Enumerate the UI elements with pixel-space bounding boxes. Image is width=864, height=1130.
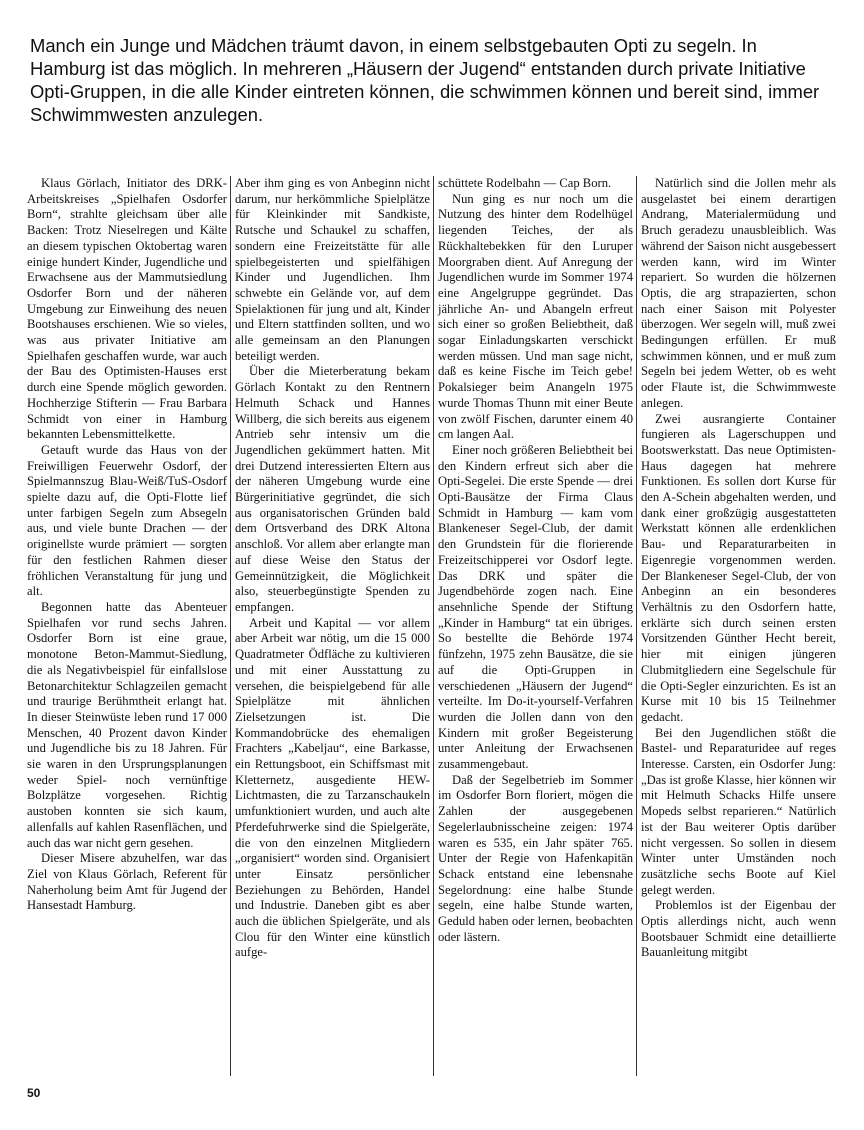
article-columns xyxy=(27,176,839,1076)
column-3 xyxy=(433,176,636,1076)
paragraph: Problemlos ist der Eigenbau der Optis allerdings nicht, auch wenn Bootsbauer Schmidt eine detaillierte Bauanleitung mitgibt xyxy=(641,898,836,960)
paragraph: Über die Mieterberatung bekam Görlach Kontakt zu den Rentnern Helmuth Schack und Hannes Willberg, die sich bereits aus eigenem Antrieb sehr intensiv um die Jugendlichen gekümmert hatten. Mit drei Dutzend interessierten Eltern aus der näheren Umgebung wurde eine Bürgerinitiative gegründet, die sich aus organisatorischen Gründen bald dem Ortsverband des DRK Altona anschloß. Vor allem aber erlangte man auf diese Weise den Status der Gemeinnützigkeit, die Möglichkeit also, steuerbegünstigte Spenden zu empfangen. xyxy=(235,364,430,614)
column-4 xyxy=(636,176,839,1076)
paragraph: Begonnen hatte das Abenteuer Spielhafen vor rund sechs Jahren. Osdorfer Born ist eine graue, monotone Beton-Mammut-Siedlung, die als Negativbeispiel für einfallslose Betonarchitektur Schlagzeilen gemacht und traurige Berühmtheit erlangt hat. In dieser Steinwüste leben rund 17 000 Menschen, 40 Prozent davon Kinder und Jugendliche bis zu 18 Jahren. Für sie waren in den Ursprungsplanungen weder Spiel- noch vernünftige Bolzplätze vorgesehen. Richtig austoben konnten sie sich kaum, allenfalls auf kahlen Rasenflächen, und auch das war nicht gern gesehen. xyxy=(27,599,227,850)
paragraph: Zwei ausrangierte Container fungieren als Lagerschuppen und Bootswerkstatt. Das neue Optimisten-Haus dagegen hat mehrere Funktionen. Es sollen dort Kurse für den A-Schein abgehalten werden, und dank einer großzügig ausgestatteten Werkstatt können alle erdenklichen Bau- und Reparaturarbeiten in Eigenregie vorgenommen werden. Der Blankeneser Segel-Club, der von Anbeginn an ein besonderes Verhältnis zu den Osdorfern hatte, erklärte sich durch seinen ersten Vorsitzenden Günther Hecht bereit, hier mit einigen jüngeren Clubmitgliedern eine Segelschule für die Opti-Segler einzurichten. Es ist an Kurse mit 10 bis 15 Teilnehmer gedacht. xyxy=(641,411,836,724)
paragraph: Bei den Jugendlichen stößt die Bastel- und Reparaturidee auf reges Interesse. Carsten, ein Osdorfer Jung: „Das ist große Klasse, hier können wir mit Helmuth Schacks Hilfe unsere Mopeds selbst reparieren.“ Natürlich ist der Bau weiterer Optis darüber nicht vergessen. So sollen in diesem Winter unter Umständen noch zusätzliche sechs Boote auf Kiel gelegt werden. xyxy=(641,725,836,897)
paragraph: Dieser Misere abzuhelfen, war das Ziel von Klaus Görlach, Referent für Naherholung beim Amt für Jugend der Hansestadt Hamburg. xyxy=(27,851,227,913)
paragraph: Natürlich sind die Jollen mehr als ausgelastet bei einem derartigen Andrang, Materialermüdung und Bruch geradezu unausbleiblich. Was während der Saison nicht ausgebessert werden kann, wird im Winter repariert. So wurden die hölzernen Optis, die arg strapazierten, schon nach einer Saison mit Polyester überzogen. Wer segeln will, muß zwei Bedingungen erfüllen. Er muß schwimmen können, und er muß zum Segeln bei jedem Wetter, ob es weht oder Flaute ist, die Schwimmweste anlegen. xyxy=(641,176,836,410)
intro-text: Manch ein Junge und Mädchen träumt davon, in einem selbstgebauten Opti zu segeln. In Hamburg ist das möglich. In mehreren „Häusern der Jugend“ entstanden durch private Initiative Opti-Gruppen, in die alle Kinder eintreten können, die schwimmen können und bereit sind, immer Schwimmwesten anzulegen. xyxy=(30,35,820,125)
column-1 xyxy=(27,176,230,1076)
column-2 xyxy=(230,176,433,1076)
paragraph: Daß der Segelbetrieb im Sommer im Osdorfer Born floriert, mögen die Zahlen der ausgegebenen Segelerlaubnisscheine zeigen: 1974 waren es 535, ein Jahr später 765. Unter der Regie von Hafenkapitän Schack entstand eine lebensnahe Segelordnung: eine halbe Stunde segeln, eine halbe Stunde warten, Geduld haben oder lernen, beobachten oder lästern. xyxy=(438,772,633,944)
paragraph: Arbeit und Kapital — vor allem aber Arbeit war nötig, um die 15 000 Quadratmeter Ödfläche zu kultivieren und mit einer Ausstattung zu versehen, die beispielgebend für alle Spielplätze mit ähnlichen Zielsetzungen ist. Die Kommandobrücke des ehemaligen Frachters „Kabeljau“, eine Barkasse, ein Rettungsboot, ein Schiffsmast mit Kletternetz, ausgediente HEW-Lichtmasten, die zu Tarzanschaukeln umfunktioniert wurden, und auch alte Pferdefuhrwerke sind die Spielgeräte, die von den einzelnen Mitgliedern „organisiert“ worden sind. Organisiert unter Einsatz persönlicher Beziehungen zu Behörden, Handel und Industrie. Daneben gibt es aber auch die üblichen Spielgeräte, und als Clou für den Winter eine künstlich aufge- xyxy=(235,615,430,960)
paragraph: Getauft wurde das Haus von der Freiwilligen Feuerwehr Osdorf, der Spielmannszug Blau-Weiß/TuS-Osdorf spielte dazu auf, die Opti-Flotte lief unter farbigen Segeln zum Absegeln aus, und viele bunte Drachen — der originellste wurde prämiert — sorgten für den festlichen Rahmen dieser fröhlichen Veranstaltung für jung und alt. xyxy=(27,442,227,599)
paragraph: schüttete Rodelbahn — Cap Born. xyxy=(438,176,612,190)
paragraph: Einer noch größeren Beliebtheit bei den Kindern erfreut sich aber die Opti-Segelei. Die erste Spende — drei Opti-Bausätze der Firma Claus Schmidt in Hamburg — kam vom Blankeneser Segel-Club, der damit den Grundstein für die florierende Freizeitschipperei vor Osdorf legte. Das DRK und später die Jugendbehörde zogen nach. Eine ansehnliche Spende der Stiftung „Kinder in Hamburg“ tat ein übriges. So bestellte die Behörde 1974 fünfzehn, 1975 zehn Bausätze, die sie auf die Opti-Gruppen in verschiedenen „Häusern der Jugend“ verteilte. Im Do-it-yourself-Verfahren wurden die Jollen dann von den Kindern mit großer Begeisterung unter Anleitung der Erwachsenen zusammengebaut. xyxy=(438,442,633,772)
paragraph: Klaus Görlach, Initiator des DRK-Arbeitskreises „Spielhafen Osdorfer Born“, strahlte gleichsam über alle Backen: Trotz Nieselregen und Kälte an diesem typischen Oktobertag waren einige hundert Kinder, Jugendliche und Erwachsene aus der Mammutsiedlung Osdorfer Born und der näheren Umgebung zur Einweihung des neuen Bootshauses erschienen. Wie so vieles, was aus privater Initiative am Spielhafen geschaffen wurde, war auch der Bau des Optimisten-Hauses erst durch eine Spende möglich geworden. Hochherzige Stifterin — Frau Barbara Schmidt von einer in Hamburg bekannten Lebensmittelkette. xyxy=(27,176,227,442)
paragraph: Aber ihm ging es von Anbeginn nicht darum, nur herkömmliche Spielplätze für Kleinkinder mit Sandkiste, Rutsche und Schaukel zu schaffen, sondern eine Freizeitstätte für alle spielbegeisterten und spielfähigen Kinder und Jugendlichen. Ihm schwebte ein Gelände vor, auf dem Spielaktionen für jung und alt, Kinder und Eltern stattfinden sollten, und wo alle gemeinsam an den Planungen beteiligt werden. xyxy=(235,176,430,363)
page-number: 50 xyxy=(27,1086,41,1100)
paragraph: Nun ging es nur noch um die Nutzung des hinter dem Rodelhügel liegenden Teiches, der als Rückhaltebekken für den Luruper Moorgraben dient. Auf Anregung der Jugendlichen wurde im Sommer 1974 eine Angelgruppe gegründet. Das jährliche An- und Abangeln erfreut sich einer so großen Beliebtheit, daß sogar Einladungskarten verschickt werden müssen. Und man sage nicht, daß es keine Fische im Teich gebe! Pokalsieger beim Anangeln 1975 wurde Thomas Thunn mit einer Beute von zwölf Fischen, darunter einem 40 cm langen Aal. xyxy=(438,191,633,442)
